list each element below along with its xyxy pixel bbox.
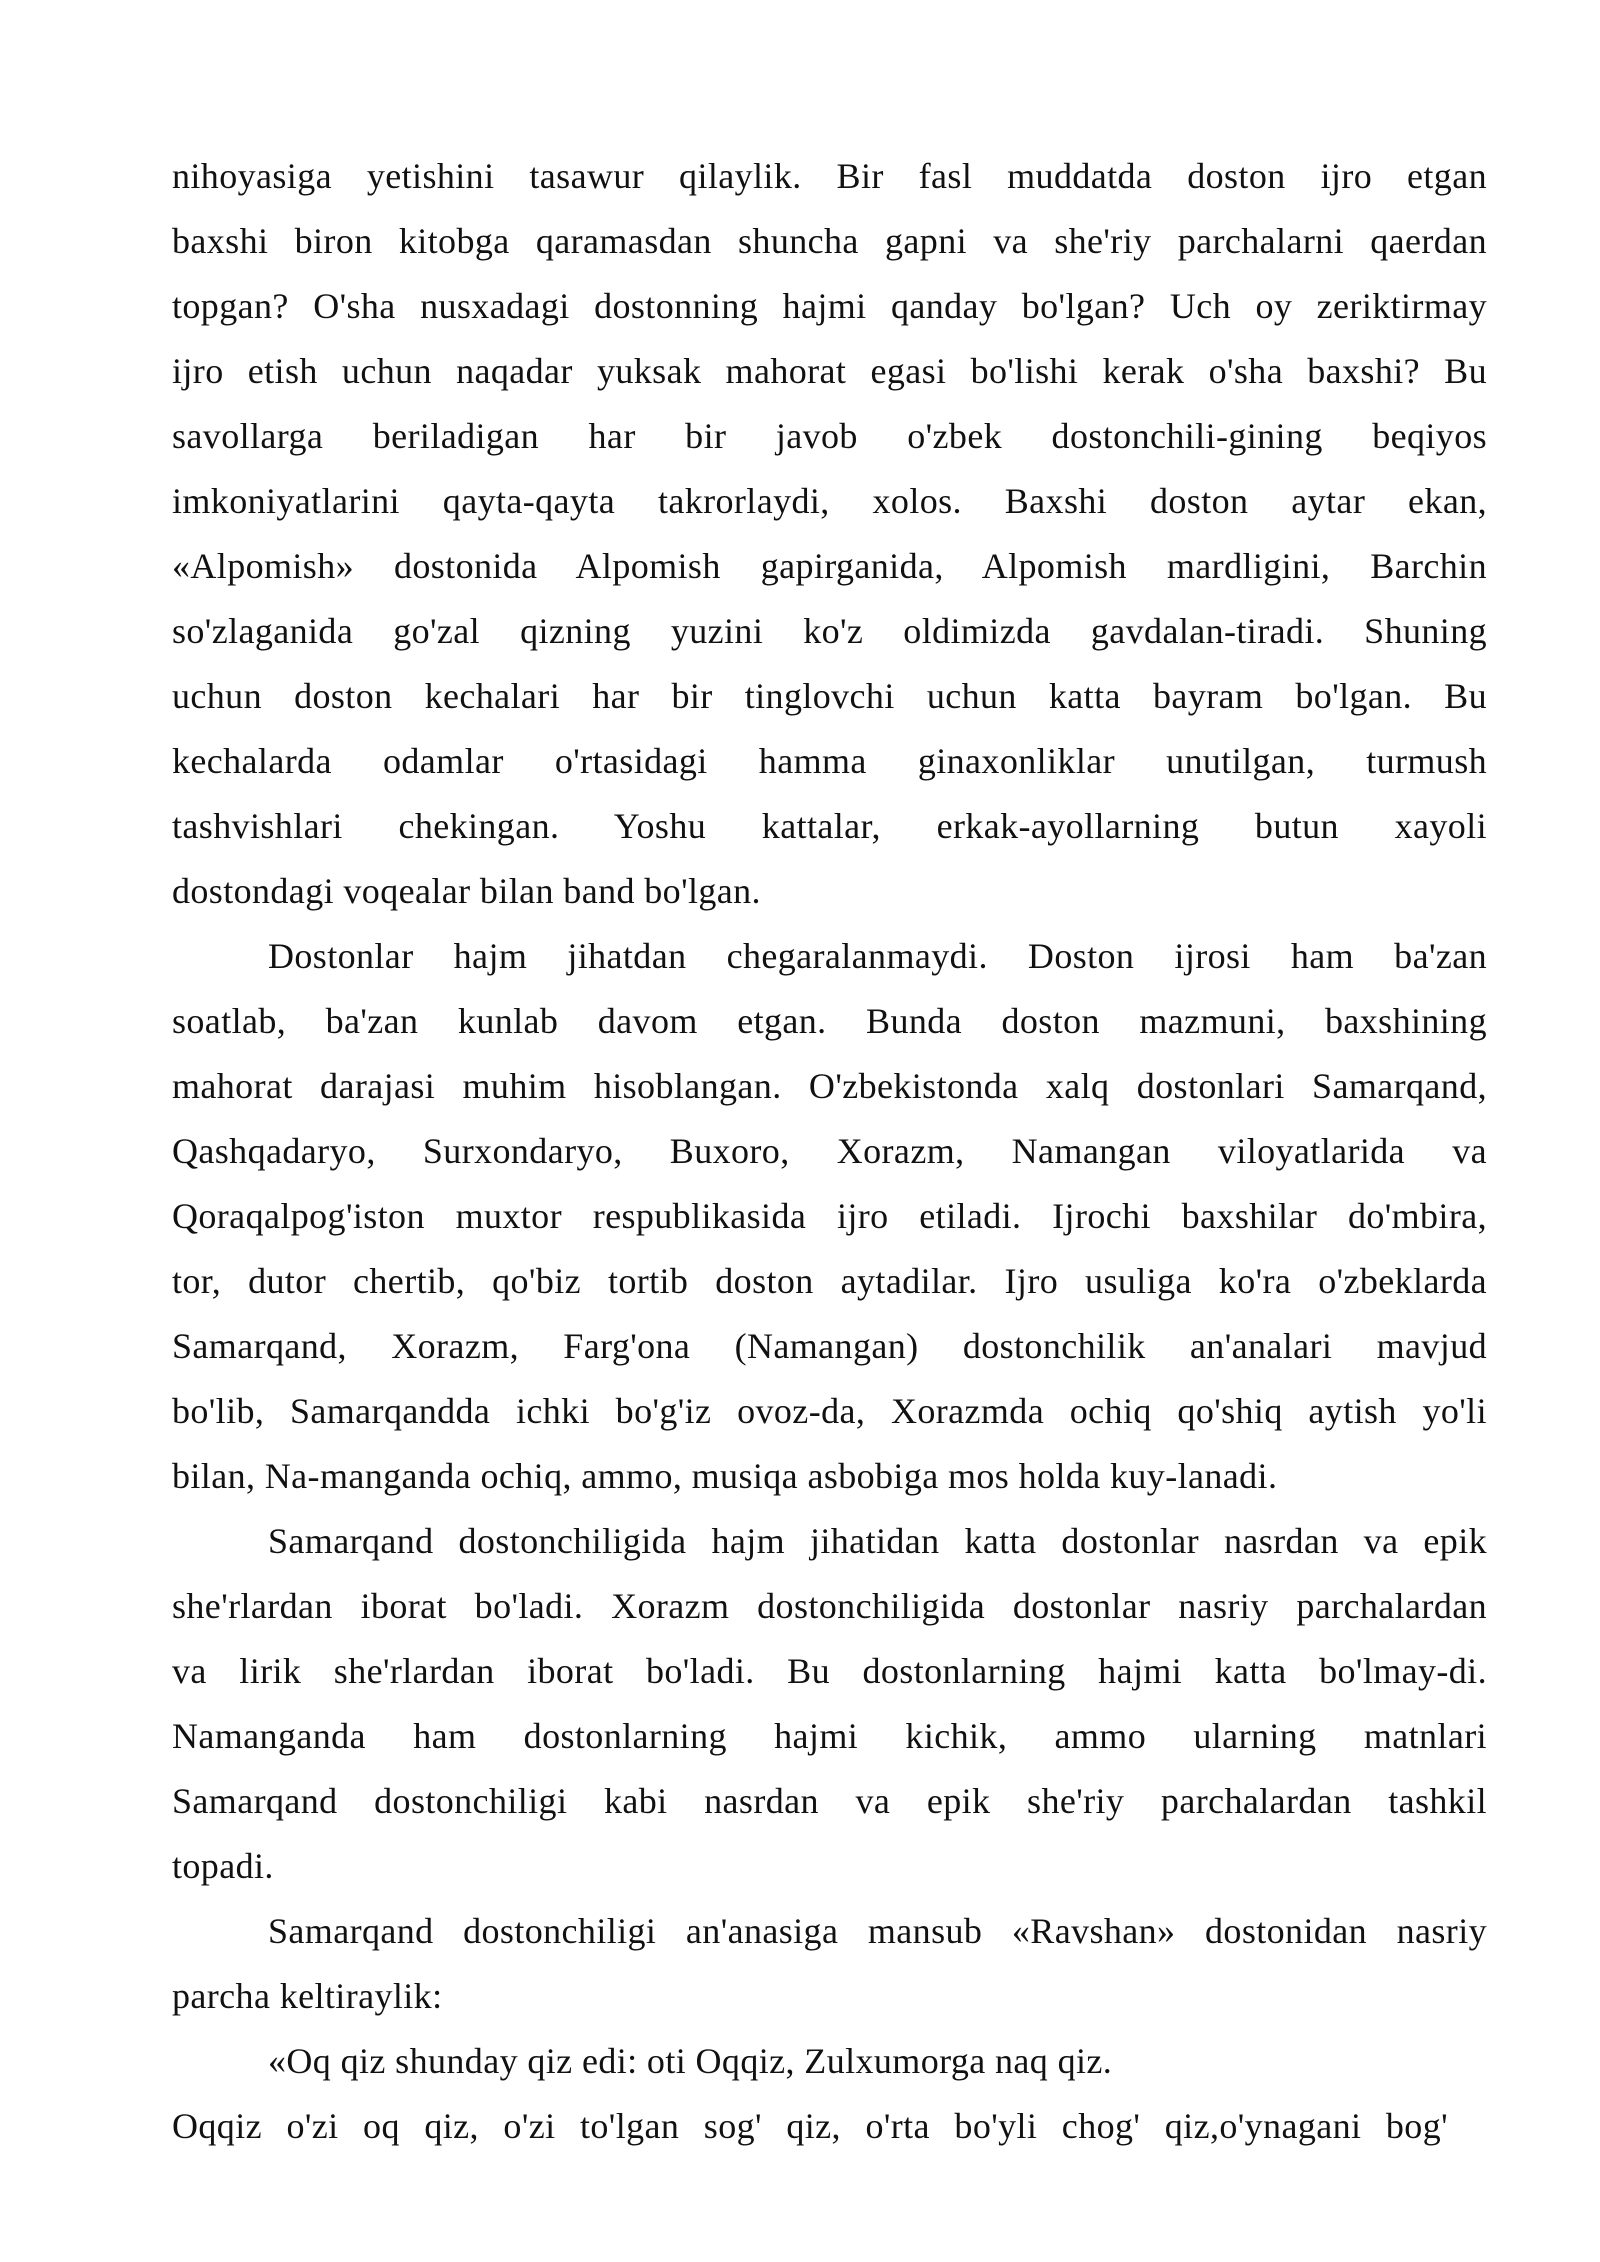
text-line: parcha keltiraylik: (172, 1976, 443, 2016)
text-line: bilan, Na-manganda ochiq, ammo, musiqa asbobiga mos holda kuy-lanadi. (172, 1456, 1278, 1496)
text-line: Samarqand, Xorazm, Farg'ona (Namangan) dostonchilik an'analari mavjud (172, 1326, 1487, 1366)
text-line: dostondagi voqealar bilan band bo'lgan. (172, 871, 761, 911)
text-line: mahorat darajasi muhim hisoblangan. O'zbekistonda xalq dostonlari Samarqand, (172, 1066, 1487, 1106)
text-line: topadi. (172, 1846, 274, 1886)
text-line: topgan? O'sha nusxadagi dostonning hajmi qanday bo'lgan? Uch oy zeriktirmay (172, 286, 1487, 326)
text-line: so'zlaganida go'zal qizning yuzini ko'z oldimizda gavdalan-tiradi. Shuning (172, 611, 1487, 651)
text-line: tor, dutor chertib, qo'biz tortib doston aytadilar. Ijro usuliga ko'ra o'zbeklarda (172, 1261, 1487, 1301)
text-line: Qashqadaryo, Surxondaryo, Buxoro, Xorazm, Namangan viloyatlarida va (172, 1131, 1487, 1171)
text-line: Oqqiz o'zi oq qiz, o'zi to'lgan sog' qiz, o'rta bo'yli chog' qiz,o'ynagani bog' (172, 2106, 1448, 2146)
text-line: «Alpomish» dostonida Alpomish gapirganida, Alpomish mardligini, Barchin (172, 546, 1487, 586)
paragraph-first-line: Samarqand dostonchiligida hajm jihatidan katta dostonlar nasrdan va epik (268, 1521, 1487, 1561)
text-line: savollarga beriladigan har bir javob o'zbek dostonchili-gining beqiyos (172, 416, 1487, 456)
quote-first-line: «Oq qiz shunday qiz edi: oti Oqqiz, Zulxumorga naq qiz. (268, 2041, 1113, 2081)
text-line: Qoraqalpog'iston muxtor respublikasida ijro etiladi. Ijrochi baxshilar do'mbira, (172, 1196, 1487, 1236)
text-line: Namanganda ham dostonlarning hajmi kichik, ammo ularning matnlari (172, 1716, 1487, 1756)
text-line: ijro etish uchun naqadar yuksak mahorat egasi bo'lishi kerak o'sha baxshi? Bu (172, 351, 1487, 391)
text-line: baxshi biron kitobga qaramasdan shuncha gapni va she'riy parchalarni qaerdan (172, 221, 1487, 261)
text-line: bo'lib, Samarqandda ichki bo'g'iz ovoz-da, Xorazmda ochiq qo'shiq aytish yo'li (172, 1391, 1487, 1431)
text-line: uchun doston kechalari har bir tinglovchi uchun katta bayram bo'lgan. Bu (172, 676, 1487, 716)
text-line: she'rlardan iborat bo'ladi. Xorazm dostonchiligida dostonlar nasriy parchalardan (172, 1586, 1487, 1626)
paragraph-first-line: Samarqand dostonchiligi an'anasiga mansub «Ravshan» dostonidan nasriy (268, 1911, 1487, 1951)
text-line: kechalarda odamlar o'rtasidagi hamma ginaxonliklar unutilgan, turmush (172, 741, 1487, 781)
text-line: Samarqand dostonchiligi kabi nasrdan va epik she'riy parchalardan tashkil (172, 1781, 1487, 1821)
text-line: imkoniyatlarini qayta-qayta takrorlaydi, xolos. Baxshi doston aytar ekan, (172, 481, 1487, 521)
paragraph-first-line: Dostonlar hajm jihatdan chegaralanmaydi. Doston ijrosi ham ba'zan (268, 936, 1487, 976)
text-line: soatlab, ba'zan kunlab davom etgan. Bunda doston mazmuni, baxshining (172, 1001, 1487, 1041)
text-line: va lirik she'rlardan iborat bo'ladi. Bu dostonlarning hajmi katta bo'lmay-di. (172, 1651, 1487, 1691)
text-line: tashvishlari chekingan. Yoshu kattalar, erkak-ayollarning butun xayoli (172, 806, 1487, 846)
text-line: nihoyasiga yetishini tasawur qilaylik. Bir fasl muddatda doston ijro etgan (172, 156, 1487, 196)
